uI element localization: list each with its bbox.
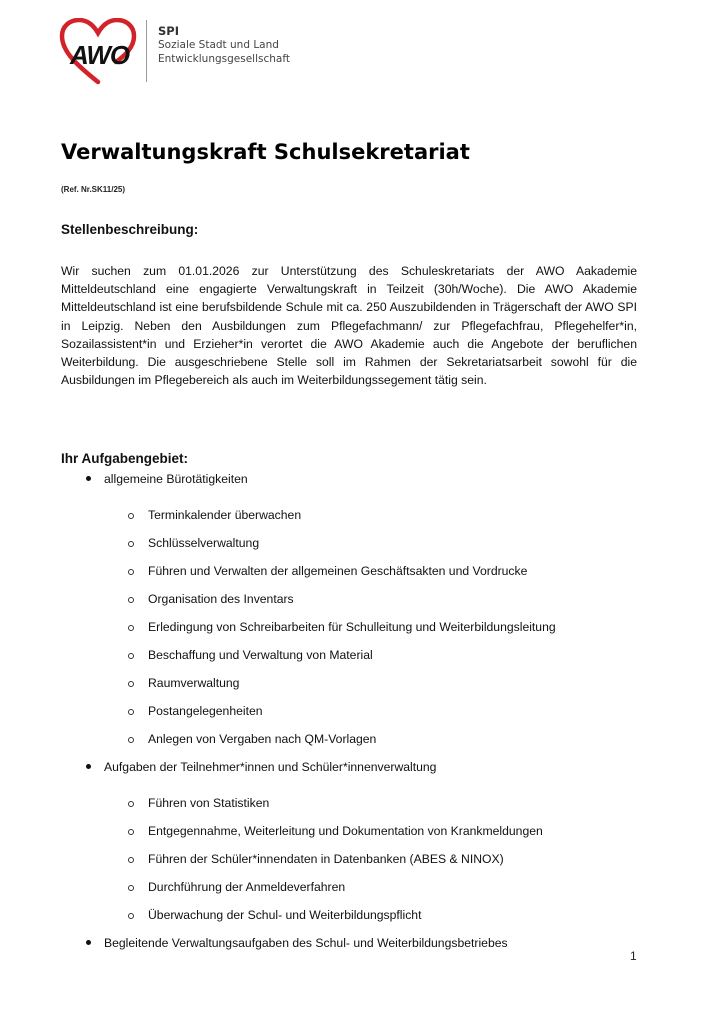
page-number: 1 [630, 949, 637, 963]
subtask-label: Organisation des Inventars [148, 592, 294, 606]
circle-bullet-icon [128, 653, 134, 659]
task-group [61, 470, 681, 748]
subtask-item [61, 868, 681, 896]
circle-bullet-icon [128, 829, 134, 835]
subtask-item [61, 840, 681, 868]
awo-wordmark: AWO [70, 40, 130, 70]
circle-bullet-icon [128, 541, 134, 547]
task-group [61, 758, 681, 924]
subtask-label: Beschaffung und Verwaltung von Material [148, 648, 373, 662]
task-group-label: Begleitende Verwaltungsaufgaben des Schul- und Weiterbildungsbetriebes [104, 936, 508, 950]
subtask-label: Durchführung der Anmeldeverfahren [148, 880, 346, 894]
description-paragraph: Wir suchen zum 01.01.2026 zur Unterstützung des Schuleskretariats der AWO Aakademie Mitteldeutschland eine engagierte Verwaltungskraft in Teilzeit (30h/Woche). Die AWO Akademie Mitteldeutschland ist eine berufsbildende Schule mit ca. 250 Auszubildenden in Trägerschaft der AWO SPI in Leipzig. Neben den Ausbildungen zum Pflegefachmann/ zur Pflegefachfrau, Pflegehelfer*in, Sozailassistent*in und Erzieher*in verortet die AWO Akademie auch die Angebote der beruflichen Weiterbildung. Die ausgeschriebene Stelle soll im Rahmen der Sekretariatsarbeit sowohl für die Ausbildungen im Pflegebereich als auch im Weiterbildungssegement tätig sein. [61, 264, 637, 388]
subtask-item [61, 664, 681, 692]
subtask-item [61, 812, 681, 840]
circle-bullet-icon [128, 857, 134, 863]
org-name-line1: Soziale Stadt und Land [158, 39, 279, 51]
circle-bullet-icon [128, 737, 134, 743]
bullet-icon [86, 764, 91, 769]
logo-divider [146, 20, 147, 82]
subtask-item [61, 784, 681, 812]
bullet-icon [86, 476, 91, 481]
subtask-label: Schlüsselverwaltung [148, 536, 260, 550]
subtask-label: Überwachung der Schul- und Weiterbildungspflicht [148, 908, 422, 922]
subtask-item [61, 720, 681, 748]
description-heading: Stellenbeschreibung: [61, 222, 199, 237]
subtask-item [61, 608, 681, 636]
subtask-label: Anlegen von Vergaben nach QM-Vorlagen [148, 732, 377, 746]
awo-spi-logo [58, 18, 290, 88]
subtask-label: Erledingung von Schreibarbeiten für Schulleitung und Weiterbildungsleitung [148, 620, 556, 634]
circle-bullet-icon [128, 569, 134, 575]
subtask-item [61, 580, 681, 608]
subtask-item [61, 496, 681, 524]
subtask-list [104, 784, 681, 924]
subtask-item [61, 896, 681, 924]
subtask-label: Terminkalender überwachen [148, 508, 302, 522]
task-group [61, 934, 681, 952]
org-short-name: SPI [158, 24, 179, 38]
subtask-list [104, 496, 681, 748]
subtask-label: Führen der Schüler*innendaten in Datenbanken (ABES & NINOX) [148, 852, 504, 866]
circle-bullet-icon [128, 625, 134, 631]
subtask-item [61, 692, 681, 720]
circle-bullet-icon [128, 913, 134, 919]
subtask-label: Führen von Statistiken [148, 796, 270, 810]
subtask-label: Raumverwaltung [148, 676, 240, 690]
circle-bullet-icon [128, 709, 134, 715]
subtask-label: Postangelegenheiten [148, 704, 263, 718]
org-name-line2: Entwicklungsgesellschaft [158, 53, 290, 65]
reference-number: (Ref. Nr.SK11/25) [61, 185, 126, 194]
circle-bullet-icon [128, 885, 134, 891]
org-name [158, 24, 290, 66]
tasks-list [61, 470, 681, 952]
document-title: Verwaltungskraft Schulsekretariat [61, 140, 470, 164]
task-group-label: allgemeine Bürotätigkeiten [104, 472, 248, 486]
bullet-icon [86, 940, 91, 945]
circle-bullet-icon [128, 801, 134, 807]
task-group-label: Aufgaben der Teilnehmer*innen und Schüler*innenverwaltung [104, 760, 437, 774]
subtask-item [61, 636, 681, 664]
subtask-item [61, 552, 681, 580]
subtask-label: Führen und Verwalten der allgemeinen Geschäftsakten und Vordrucke [148, 564, 528, 578]
subtask-item [61, 524, 681, 552]
tasks-heading: Ihr Aufgabengebiet: [61, 451, 188, 466]
circle-bullet-icon [128, 681, 134, 687]
circle-bullet-icon [128, 597, 134, 603]
subtask-label: Entgegennahme, Weiterleitung und Dokumentation von Krankmeldungen [148, 824, 543, 838]
circle-bullet-icon [128, 513, 134, 519]
